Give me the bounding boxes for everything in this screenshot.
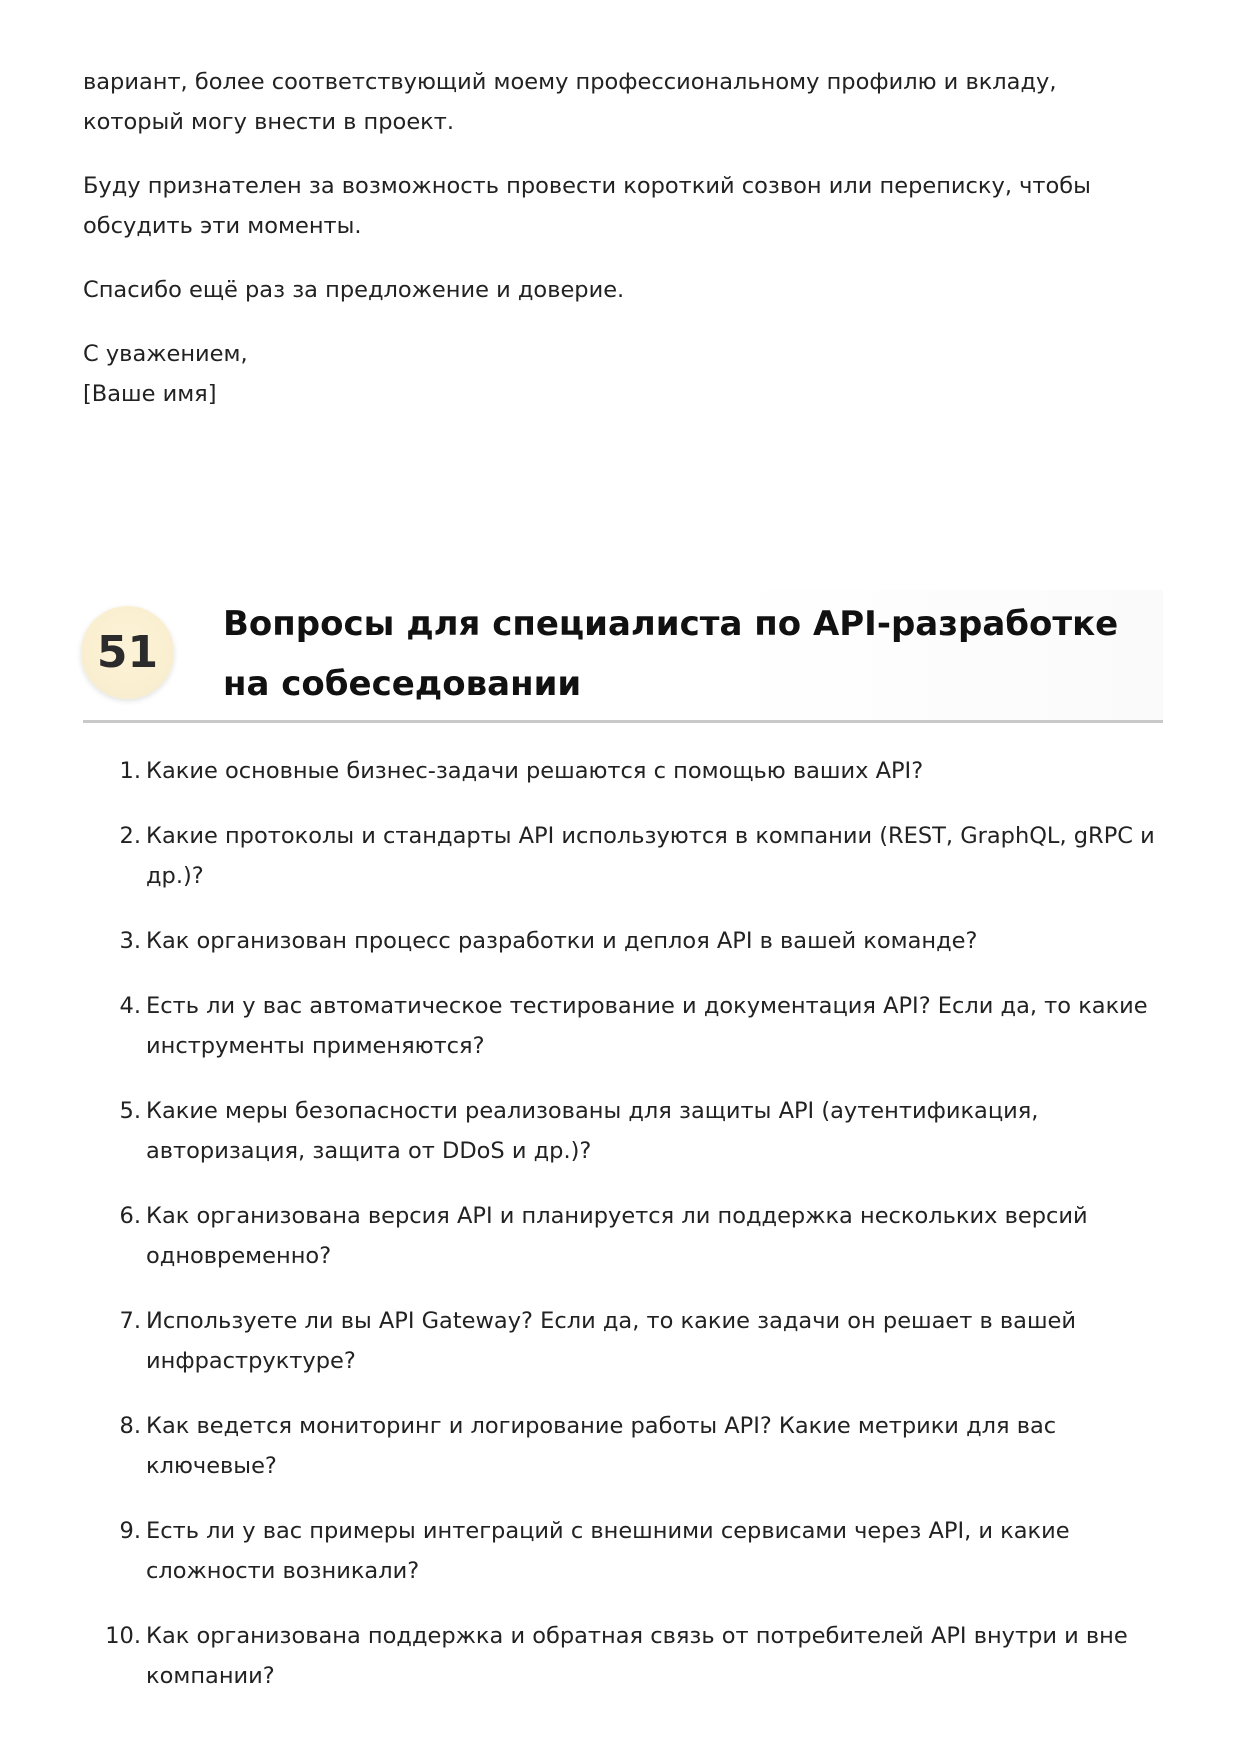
question-item [83,1406,1163,1486]
question-number: 1. [119,758,141,784]
question-item [83,1511,1163,1591]
question-item [83,986,1163,1066]
question-number: 5. [119,1098,141,1124]
question-text: Есть ли у вас примеры интеграций с внешними сервисами через API, и какие сложности возникали? [146,1518,1070,1584]
question-item [83,1091,1163,1171]
question-item [83,751,1163,791]
question-text: Как организована поддержка и обратная связь от потребителей API внутри и вне компании? [146,1623,1128,1689]
question-item [83,921,1163,961]
question-text: Как организован процесс разработки и деплоя API в вашей команде? [146,928,978,954]
question-number: 10. [105,1623,141,1649]
question-item [83,1616,1163,1696]
question-number: 3. [119,928,141,954]
question-text: Какие основные бизнес-задачи решаются с помощью ваших API? [146,758,924,784]
section-number-badge: 51 [81,606,174,699]
question-text: Какие меры безопасности реализованы для защиты API (аутентификация, авторизация, защита от DDoS и др.)? [146,1098,1039,1164]
question-number: 6. [119,1203,141,1229]
section-header [83,590,1163,723]
question-text: Какие протоколы и стандарты API используются в компании (REST, GraphQL, gRPC и др.)? [146,823,1155,889]
letter-paragraph: Буду признателен за возможность провести короткий созвон или переписку, чтобы обсудить эти моменты. [83,173,1091,239]
question-item [83,1196,1163,1276]
questions-section [83,590,1163,1721]
question-text: Как организована версия API и планируется ли поддержка нескольких версий одновременно? [146,1203,1088,1269]
letter-body [83,62,1163,414]
letter-closing: С уважением, [83,341,248,367]
letter-paragraph: вариант, более соответствующий моему профессиональному профилю и вкладу, который могу внести в проект. [83,69,1057,135]
question-number: 8. [119,1413,141,1439]
question-item [83,1301,1163,1381]
questions-list [83,751,1163,1696]
question-text: Как ведется мониторинг и логирование работы API? Какие метрики для вас ключевые? [146,1413,1057,1479]
question-number: 2. [119,823,141,849]
question-item [83,816,1163,896]
question-number: 4. [119,993,141,1019]
section-title: Вопросы для специалиста по API-разработке на собеседовании [223,604,1119,704]
letter-paragraph: Спасибо ещё раз за предложение и доверие. [83,277,625,303]
letter-signature: [Ваше имя] [83,381,217,407]
question-text: Используете ли вы API Gateway? Если да, то какие задачи он решает в вашей инфраструктуре? [146,1308,1077,1374]
question-number: 7. [119,1308,141,1334]
question-number: 9. [119,1518,141,1544]
question-text: Есть ли у вас автоматическое тестирование и документация API? Если да, то какие инструменты применяются? [146,993,1148,1059]
